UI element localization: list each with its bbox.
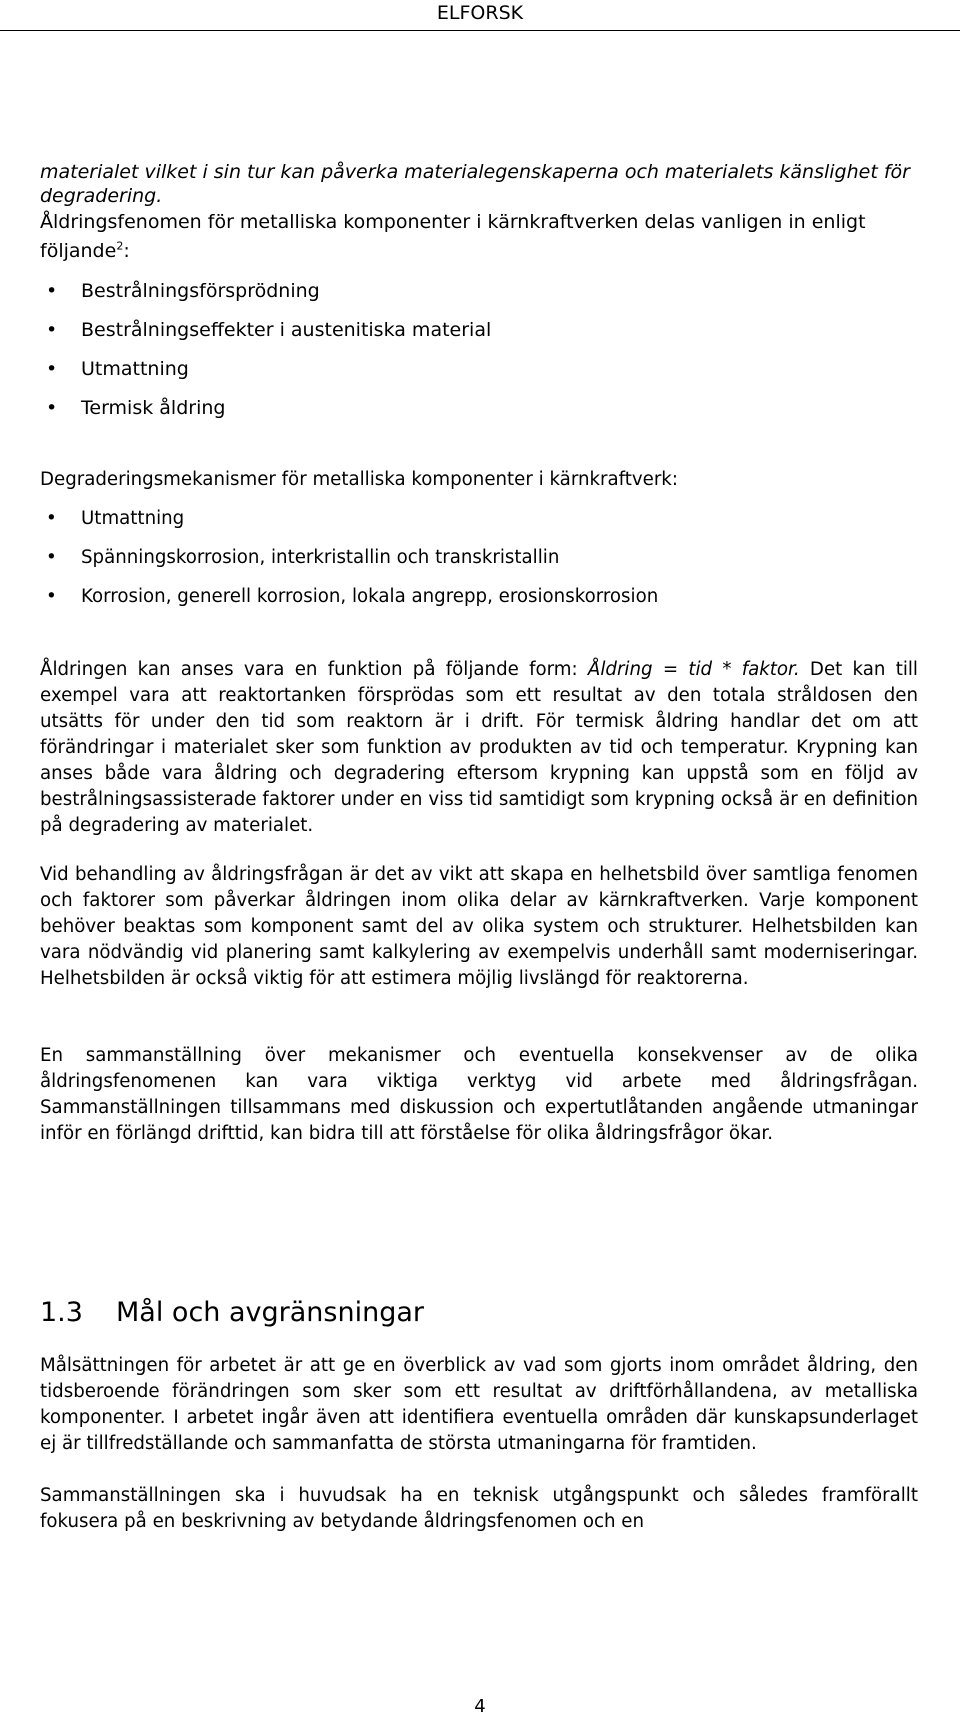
list-item: • Bestrålningseffekter i austenitiska material xyxy=(40,311,918,350)
objectives-paragraph: Målsättningen för arbetet är att ge en överblick av vad som gjorts inom området åldring, den tidsberoende förändringen som sker som ett resultat av driftförhållandena, av metalliska komponenter. I arbetet ingår även att identifiera eventuella områden där kunskapsunderlaget ej är tillfredställande och sammanfatta de största utmaningarna för framtiden. xyxy=(40,1355,918,1454)
aging-formula: Åldring = tid * faktor. xyxy=(587,659,800,680)
footnote-reference: 2 xyxy=(116,239,124,253)
paragraph-body: Det kan till exempel vara att reaktortanken försprödas som ett resultat av den totala stråldosen den utsätts för under den tid som reaktorn är i drift. För termisk åldring handlar det om att förändringar i materialet sker som funktion av produkten av tid och temperatur. Krypning kan anses både vara åldring och degradering eftersom krypning kan uppstå som en följd av bestrålningsassisterade faktorer under en viss tid samtidigt som krypning också är en definition på degradering av materialet. xyxy=(40,659,918,836)
scope-paragraph: Sammanställningen ska i huvudsak ha en teknisk utgångspunkt och således framförallt fokusera på en beskrivning av betydande åldringsfenomen och en xyxy=(40,1485,918,1532)
mechanisms-intro: Degraderingsmekanismer för metalliska komponenter i kärnkraftverk: xyxy=(40,469,678,490)
aging-function-paragraph xyxy=(40,657,918,839)
intro-paragraph: materialet vilket i sin tur kan påverka materialegenskaperna och materialets känslighet för degradering. xyxy=(40,161,910,207)
compilation-paragraph: En sammanställning över mekanismer och eventuella konsekvenser av de olika åldringsfenomenen kan vara viktiga verktyg vid arbete med åldringsfrågan. Sammanställningen tillsammans med diskussion och expertutlåtanden angående utmaningar inför en förlängd drifttid, kan bidra till att förståelse för olika åldringsfrågor ökar. xyxy=(40,1045,918,1144)
section-title: Mål och avgränsningar xyxy=(116,1297,424,1328)
list-item: • Utmattning xyxy=(40,350,918,389)
running-header: ELFORSK xyxy=(436,2,524,24)
aging-intro-text: Åldringsfenomen för metalliska komponenter i kärnkraftverken delas vanligen in enligt följande xyxy=(40,211,866,262)
list-item: • Korrosion, generell korrosion, lokala angrepp, erosionskorrosion xyxy=(40,577,918,616)
paragraph-lead: Åldringen kan anses vara en funktion på följande form: xyxy=(40,659,588,680)
holistic-view-paragraph: Vid behandling av åldringsfrågan är det av vikt att skapa en helhetsbild över samtliga fenomen och faktorer som påverkar åldringen inom olika delar av kärnkraftverken. Varje komponent behöver beaktas som komponent samt del av olika system och strukturer. Helhetsbilden kan vara nödvändig vid planering samt kalkylering av exempelvis underhåll samt moderniseringar. Helhetsbilden är också viktig för att estimera möjlig livslängd för reaktorerna. xyxy=(40,864,918,989)
aging-intro-paragraph xyxy=(40,208,918,266)
section-number: 1.3 xyxy=(40,1297,83,1328)
list-item: • Bestrålningsförsprödning xyxy=(40,272,918,311)
list-item: • Utmattning xyxy=(40,499,918,538)
list-item: • Spänningskorrosion, interkristallin och transkristallin xyxy=(40,538,918,577)
page-number: 4 xyxy=(474,1696,486,1717)
list-item: • Termisk åldring xyxy=(40,389,918,428)
aging-intro-suffix: : xyxy=(123,240,130,262)
section-heading xyxy=(40,1296,424,1330)
degradation-mechanisms-list xyxy=(40,499,918,616)
header-divider xyxy=(0,30,960,31)
aging-phenomena-list xyxy=(40,272,918,428)
